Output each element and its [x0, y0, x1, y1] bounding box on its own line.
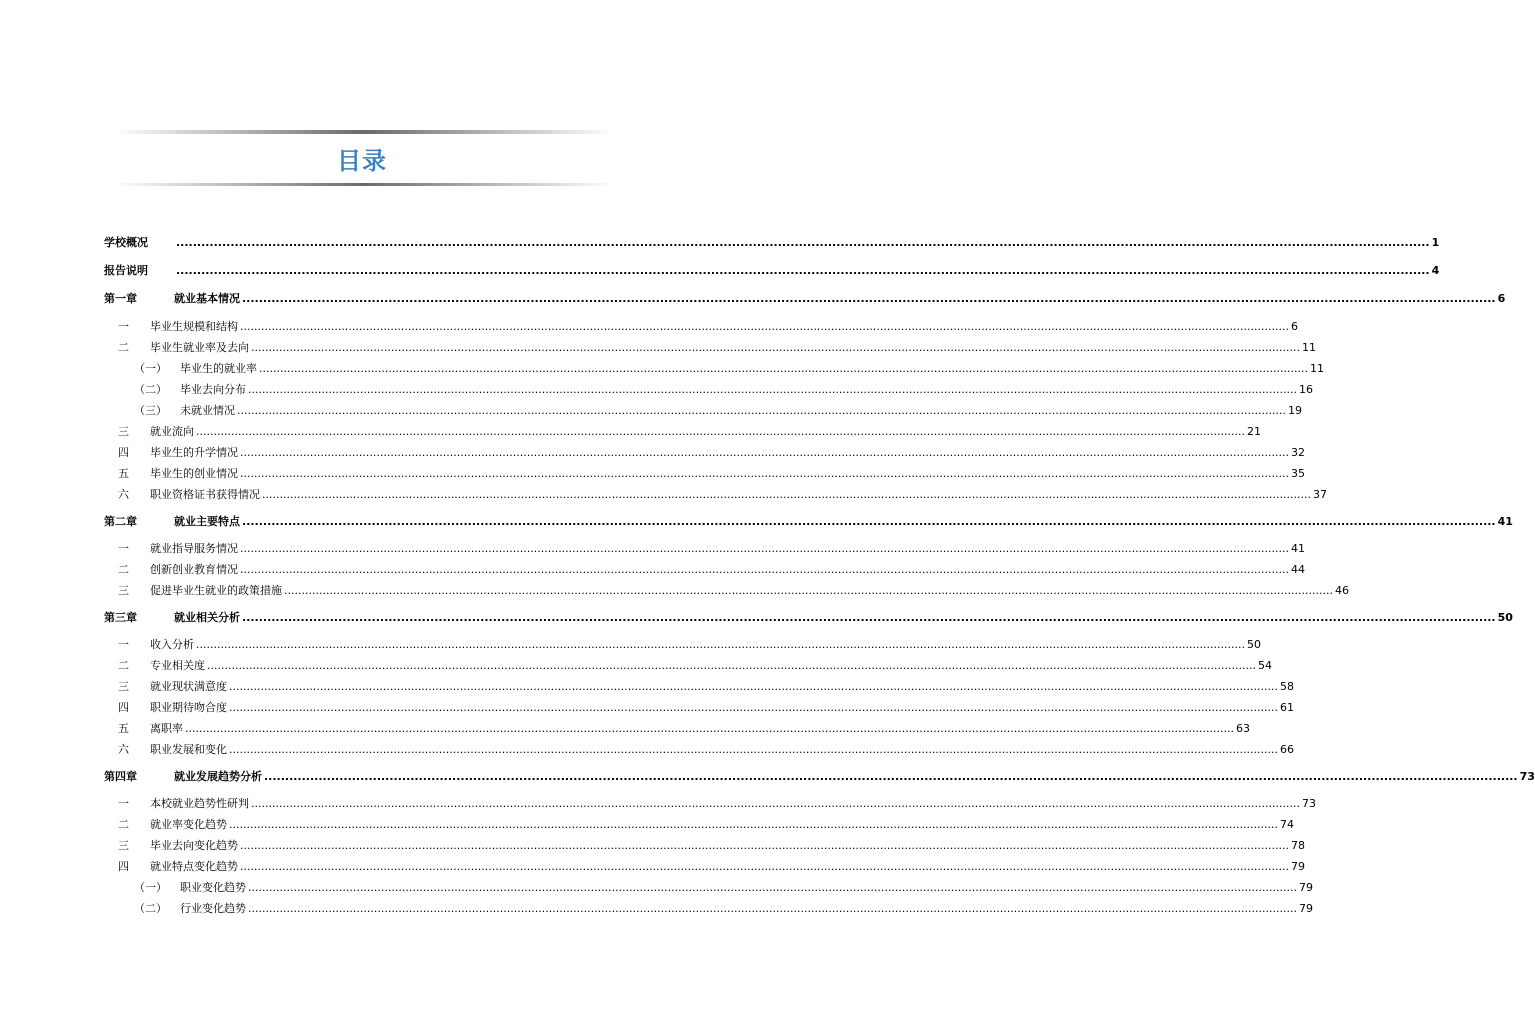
- toc-entry-number: 二: [118, 818, 129, 831]
- toc-entry-title: 毕业生就业率及去向: [150, 341, 249, 354]
- toc-entry-leader-dots: ............................................................................................................................................................................................................................................................................................................: [248, 881, 1297, 894]
- toc-entry-title: 毕业去向变化趋势: [150, 839, 238, 852]
- toc-entry-title: 毕业生的升学情况: [150, 446, 238, 459]
- toc-entry-page-number: 66: [1279, 743, 1294, 756]
- toc-entry-page-number: 79: [1298, 881, 1313, 894]
- toc-entry-leader-dots: ............................................................................................................................................................................................................................................................................................................: [262, 488, 1311, 501]
- toc-entry[interactable]: [134, 362, 1324, 376]
- toc-entry-number: 第三章: [104, 611, 137, 624]
- toc-entry-number: 四: [118, 446, 129, 459]
- toc-entry-leader-dots: ............................................................................................................................................................................................................................................................................................................: [240, 839, 1289, 852]
- toc-entry[interactable]: [104, 264, 1440, 278]
- toc-entry-title: 毕业生的创业情况: [150, 467, 238, 480]
- toc-entry-page-number: 79: [1298, 902, 1313, 915]
- toc-entry-page-number: 16: [1298, 383, 1313, 396]
- toc-entry-page-number: 6: [1497, 292, 1506, 305]
- toc-entry-title: 就业基本情况: [174, 292, 240, 305]
- toc-entry-title: 促进毕业生就业的政策措施: [150, 584, 282, 597]
- toc-entry-leader-dots: ............................................................................................................................................................................................................................................................................................................: [240, 860, 1289, 873]
- toc-entry-leader-dots: ............................................................................................................................................................................................................................................................................................................: [240, 563, 1289, 576]
- toc-entry-page-number: 41: [1497, 515, 1513, 528]
- toc-entry-leader-dots: ............................................................................................................................................................................................................................................................................................................: [196, 425, 1245, 438]
- toc-entry-leader-dots: ............................................................................................................................................................................................................................................................................................................: [284, 584, 1333, 597]
- toc-entry[interactable]: [118, 488, 1327, 502]
- toc-entry[interactable]: [118, 680, 1294, 694]
- toc-entry[interactable]: [118, 542, 1305, 556]
- toc-entry-leader-dots: ............................................................................................................................................................................................................................................................................................................: [229, 701, 1278, 714]
- toc-entry-leader-dots: ............................................................................................................................................................................................................................................................................................................: [240, 446, 1289, 459]
- toc-entry[interactable]: [118, 701, 1294, 715]
- toc-entry-title: 就业流向: [150, 425, 194, 438]
- toc-entry-leader-dots: ............................................................................................................................................................................................................................................................................................................: [248, 383, 1297, 396]
- toc-entry-number: 三: [118, 839, 129, 852]
- toc-entry[interactable]: [118, 341, 1316, 355]
- toc-entry-page-number: 11: [1301, 341, 1316, 354]
- toc-entry-title: 毕业去向分布: [180, 383, 246, 396]
- toc-entry-page-number: 58: [1279, 680, 1294, 693]
- toc-entry-leader-dots: ............................................................................................................................................................................................................................................................................................................: [264, 770, 1518, 783]
- toc-entry[interactable]: [118, 467, 1305, 481]
- toc-entry[interactable]: [118, 722, 1250, 736]
- toc-entry-number: （二）: [134, 383, 167, 396]
- page-title: 目录: [337, 147, 387, 175]
- toc-entry-leader-dots: ............................................................................................................................................................................................................................................................................................................: [242, 292, 1496, 305]
- toc-entry-leader-dots: ............................................................................................................................................................................................................................................................................................................: [240, 320, 1289, 333]
- toc-entry-page-number: 19: [1287, 404, 1302, 417]
- toc-entry-leader-dots: ............................................................................................................................................................................................................................................................................................................: [229, 818, 1278, 831]
- toc-entry-leader-dots: ............................................................................................................................................................................................................................................................................................................: [240, 542, 1289, 555]
- toc-entry-number: 五: [118, 722, 129, 735]
- toc-entry-number: 三: [118, 425, 129, 438]
- toc-entry[interactable]: [118, 638, 1261, 652]
- toc-entry-page-number: 63: [1235, 722, 1250, 735]
- toc-entry-leader-dots: ............................................................................................................................................................................................................................................................................................................: [185, 722, 1234, 735]
- toc-entry-leader-dots: ............................................................................................................................................................................................................................................................................................................: [259, 362, 1308, 375]
- toc-entry-page-number: 35: [1290, 467, 1305, 480]
- toc-entry-title: 收入分析: [150, 638, 194, 651]
- toc-entry-number: 第一章: [104, 292, 137, 305]
- toc-entry-page-number: 21: [1246, 425, 1261, 438]
- toc-entry-title: 专业相关度: [150, 659, 205, 672]
- toc-entry-number: 一: [118, 542, 129, 555]
- toc-entry[interactable]: [134, 881, 1313, 895]
- toc-entry-leader-dots: ............................................................................................................................................................................................................................................................................................................: [242, 515, 1496, 528]
- toc-entry[interactable]: [118, 818, 1294, 832]
- toc-entry-title: 职业发展和变化: [150, 743, 227, 756]
- toc-entry-page-number: 73: [1519, 770, 1535, 783]
- toc-entry-title: 就业主要特点: [174, 515, 240, 528]
- toc-entry[interactable]: [118, 860, 1305, 874]
- toc-entry-leader-dots: ............................................................................................................................................................................................................................................................................................................: [251, 797, 1300, 810]
- toc-entry-title: 就业现状满意度: [150, 680, 227, 693]
- toc-entry-title: 未就业情况: [180, 404, 235, 417]
- toc-entry-page-number: 79: [1290, 860, 1305, 873]
- toc-entry-page-number: 50: [1246, 638, 1261, 651]
- toc-entry-title: 职业变化趋势: [180, 881, 246, 894]
- toc-entry-leader-dots: ............................................................................................................................................................................................................................................................................................................: [207, 659, 1256, 672]
- toc-entry-page-number: 32: [1290, 446, 1305, 459]
- toc-entry-number: 四: [118, 701, 129, 714]
- toc-entry-number: 二: [118, 341, 129, 354]
- toc-entry-leader-dots: ............................................................................................................................................................................................................................................................................................................: [229, 680, 1278, 693]
- toc-entry-number: 三: [118, 584, 129, 597]
- toc-entry-page-number: 1: [1431, 236, 1440, 249]
- title-bottom-rule: [114, 183, 614, 186]
- toc-entry[interactable]: [134, 404, 1302, 418]
- toc-entry-leader-dots: ............................................................................................................................................................................................................................................................................................................: [248, 902, 1297, 915]
- toc-entry-leader-dots: ............................................................................................................................................................................................................................................................................................................: [242, 611, 1496, 624]
- toc-entry-leader-dots: ............................................................................................................................................................................................................................................................................................................: [229, 743, 1278, 756]
- toc-entry-page-number: 44: [1290, 563, 1305, 576]
- toc-entry[interactable]: [104, 292, 1506, 306]
- toc-entry[interactable]: [118, 425, 1261, 439]
- toc-entry-number: 一: [118, 797, 129, 810]
- toc-entry-number: （一）: [134, 881, 167, 894]
- toc-entry[interactable]: [118, 839, 1305, 853]
- toc-entry[interactable]: [104, 770, 1535, 784]
- toc-entry-title: 职业资格证书获得情况: [150, 488, 260, 501]
- toc-entry-title: 离职率: [150, 722, 183, 735]
- toc-entry-number: 三: [118, 680, 129, 693]
- toc-entry-number: 学校概况: [104, 236, 148, 249]
- toc-entry[interactable]: [118, 659, 1272, 673]
- toc-entry[interactable]: [118, 320, 1298, 334]
- toc-entry-page-number: 6: [1290, 320, 1298, 333]
- toc-entry-number: 六: [118, 743, 129, 756]
- toc-entry-page-number: 50: [1497, 611, 1513, 624]
- toc-entry-title: 创新创业教育情况: [150, 563, 238, 576]
- toc-entry[interactable]: [118, 563, 1305, 577]
- toc-entry-title: 毕业生的就业率: [180, 362, 257, 375]
- toc-entry-title: 就业指导服务情况: [150, 542, 238, 555]
- toc-entry-title: 本校就业趋势性研判: [150, 797, 249, 810]
- toc-entry-number: （一）: [134, 362, 167, 375]
- toc-entry-leader-dots: ............................................................................................................................................................................................................................................................................................................: [251, 341, 1300, 354]
- toc-entry-page-number: 46: [1334, 584, 1349, 597]
- toc-entry-page-number: 37: [1312, 488, 1327, 501]
- toc-entry-title: 就业发展趋势分析: [174, 770, 262, 783]
- toc-entry-leader-dots: ............................................................................................................................................................................................................................................................................................................: [237, 404, 1286, 417]
- toc-entry-title: 行业变化趋势: [180, 902, 246, 915]
- toc-entry-page-number: 74: [1279, 818, 1294, 831]
- toc-entry-leader-dots: ............................................................................................................................................................................................................................................................................................................: [176, 236, 1430, 249]
- toc-entry[interactable]: [118, 797, 1316, 811]
- toc-entry-number: 报告说明: [104, 264, 148, 277]
- toc-entry[interactable]: [134, 383, 1313, 397]
- toc-entry-number: （二）: [134, 902, 167, 915]
- toc-entry[interactable]: [118, 584, 1349, 598]
- toc-entry-title: 就业率变化趋势: [150, 818, 227, 831]
- toc-entry-number: 四: [118, 860, 129, 873]
- toc-entry[interactable]: [104, 611, 1513, 625]
- toc-entry-number: 二: [118, 563, 129, 576]
- toc-entry-number: 五: [118, 467, 129, 480]
- toc-entry-title: 毕业生规模和结构: [150, 320, 238, 333]
- toc-entry-leader-dots: ............................................................................................................................................................................................................................................................................................................: [176, 264, 1430, 277]
- toc-entry-title: 职业期待吻合度: [150, 701, 227, 714]
- toc-entry-page-number: 11: [1309, 362, 1324, 375]
- toc-entry-number: 六: [118, 488, 129, 501]
- toc-entry-leader-dots: ............................................................................................................................................................................................................................................................................................................: [240, 467, 1289, 480]
- toc-entry-title: 就业特点变化趋势: [150, 860, 238, 873]
- toc-entry-page-number: 73: [1301, 797, 1316, 810]
- toc-entry-leader-dots: ............................................................................................................................................................................................................................................................................................................: [196, 638, 1245, 651]
- toc-entry[interactable]: [134, 902, 1313, 916]
- toc-entry-number: 二: [118, 659, 129, 672]
- toc-entry-page-number: 4: [1431, 264, 1440, 277]
- toc-entry-number: （三）: [134, 404, 167, 417]
- toc-entry-title: 就业相关分析: [174, 611, 240, 624]
- toc-entry-number: 一: [118, 320, 129, 333]
- toc-entry-number: 第四章: [104, 770, 137, 783]
- toc-entry-number: 第二章: [104, 515, 137, 528]
- toc-entry-page-number: 61: [1279, 701, 1294, 714]
- toc-entry[interactable]: [118, 446, 1305, 460]
- title-top-rule: [114, 130, 614, 134]
- toc-entry-page-number: 54: [1257, 659, 1272, 672]
- toc-entry[interactable]: [104, 515, 1513, 529]
- toc-entry-page-number: 78: [1290, 839, 1305, 852]
- toc-entry-page-number: 41: [1290, 542, 1305, 555]
- toc-entry[interactable]: [104, 236, 1440, 250]
- toc-entry[interactable]: [118, 743, 1294, 757]
- toc-entry-number: 一: [118, 638, 129, 651]
